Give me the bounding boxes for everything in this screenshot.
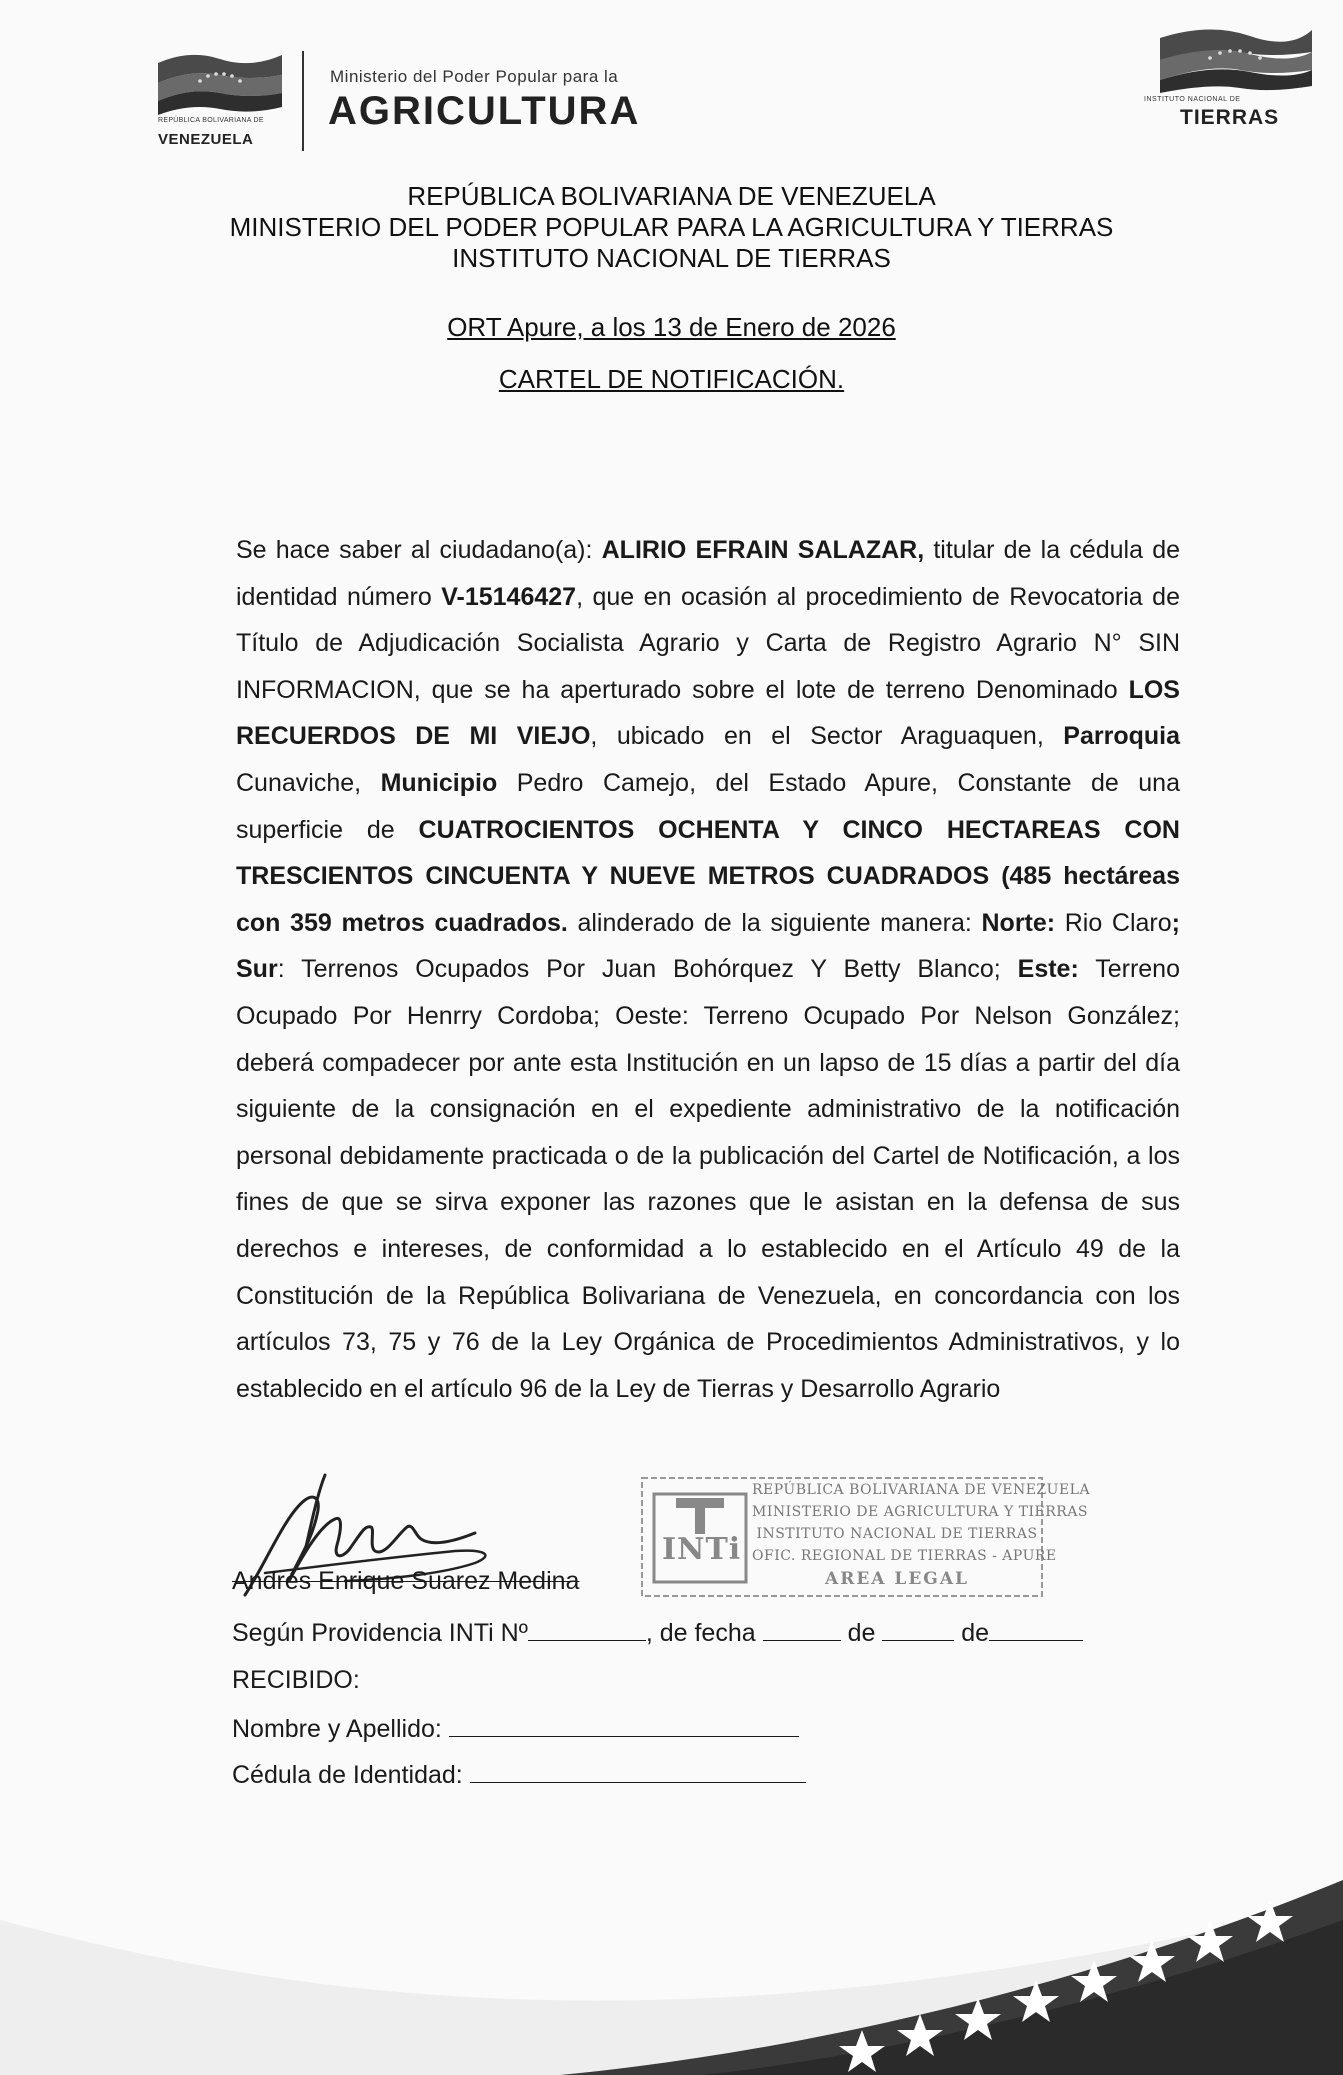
heading-republic: REPÚBLICA BOLIVARIANA DE VENEZUELA — [407, 181, 936, 211]
inti-small-label: INSTITUTO NACIONAL DE — [1144, 96, 1241, 103]
id-number: V-15146427 — [441, 582, 577, 611]
fecha-year-field[interactable] — [989, 1618, 1083, 1641]
country-label: VENEZUELA — [158, 131, 254, 148]
place-date-text: ORT Apure, a los 13 de Enero de 2026 — [447, 312, 896, 342]
notice-body: Se hace saber al ciudadano(a): ALIRIO EFRAIN SALAZAR, titular de la cédula de identidad número V-15146427, que en ocasión al procedimiento de Revocatoria de Título de Adjudicación Socialista Agrario y Carta de Registro Agrario N° SIN INFORMACION, que se ha aperturado sobre el lote de terreno Denominado LOS RECUERDOS DE MI VIEJO, ubicado en el Sector Araguaquen, Parroquia Cunaviche, Municipio Pedro Camejo, del Estado Apure, Constante de una superficie de CUATROCIENTOS OCHENTA Y CINCO HECTAREAS CON TRESCIENTOS CINCUENTA Y NUEVE METROS CUADRADOS (485 hectáreas con 359 metros cuadrados. alinderado de la siguiente manera: Norte: Rio Claro; Sur: Terrenos Ocupados Por Juan Bohórquez Y Betty Blanco; Este: Terreno Ocupado Por Henrry Cordoba; Oeste: Terreno Ocupado Por Nelson González; deberá compadecer por ante esta Institución en un lapso de 15 días a partir del día siguiente de la consignación en el expediente administrativo de la notificación personal debidamente practicada o de la publicación del Cartel de Notificación, a los fines de que se sirva exponer las razones que le asistan en la defensa de sus derechos e intereses, de conformidad a lo establecido en el Artículo 49 de la Constitución de la República Bolivariana de Venezuela, en concordancia con los artículos 73, 75 y 76 de la Ley Orgánica de Procedimientos Administrativos, y lo establecido en el artículo 96 de la Ley de Tierras y Desarrollo Agrario — [236, 536, 1181, 1403]
name-label: Nombre y Apellido: — [232, 1715, 442, 1743]
id-field[interactable] — [470, 1760, 806, 1783]
logo-divider — [302, 51, 304, 151]
ministry-small-label: Ministerio del Poder Popular para la — [330, 67, 619, 86]
fecha-day-field[interactable] — [763, 1618, 841, 1641]
de-label-1: de — [847, 1619, 876, 1647]
stamp-inti-logo: INTi — [662, 1532, 742, 1567]
country-small-label: REPÚBLICA BOLIVARIANA DE — [158, 117, 264, 124]
parish-label: Parroquia — [1063, 722, 1180, 751]
footer-stars-band — [0, 1860, 1343, 2075]
ministry-logo — [150, 45, 650, 160]
east-label: Este: — [1017, 955, 1079, 984]
providencia-number-field[interactable] — [528, 1618, 646, 1641]
name-field[interactable] — [449, 1714, 799, 1737]
stamp-line-3: INSTITUTO NACIONAL DE TIERRAS — [756, 1526, 1038, 1542]
signer-name: Andrés Enrique Suarez Medina — [232, 1567, 580, 1595]
official-stamp — [640, 1468, 1091, 1600]
document-heading — [0, 181, 1343, 274]
venezuela-flag-icon — [150, 45, 290, 115]
document-title — [0, 364, 1343, 395]
fecha-month-field[interactable] — [882, 1618, 954, 1641]
id-label: Cédula de Identidad: — [232, 1761, 463, 1789]
south-label: Sur — [236, 955, 278, 984]
stamp-area: AREA LEGAL — [825, 1569, 969, 1589]
stamp-line-2: MINISTERIO DE AGRICULTURA Y TIERRAS — [752, 1504, 1089, 1520]
name-line — [232, 1714, 799, 1744]
stamp-line-4: OFIC. REGIONAL DE TIERRAS - APURE — [752, 1548, 1057, 1564]
place-date — [0, 312, 1343, 343]
providencia-line — [232, 1618, 1083, 1648]
id-line — [232, 1760, 806, 1790]
north-label: Norte: — [981, 908, 1056, 937]
providencia-label: Según Providencia INTi Nº — [232, 1619, 528, 1647]
received-label: RECIBIDO: — [232, 1666, 360, 1694]
de-label-2: de — [961, 1619, 990, 1647]
lot-name: LOS RECUERDOS DE MI VIEJO — [236, 675, 1180, 751]
ministry-name: AGRICULTURA — [328, 89, 641, 133]
inti-logo — [1140, 18, 1320, 138]
municipality-label: Municipio — [380, 768, 498, 797]
inti-name: TIERRAS — [1180, 106, 1280, 129]
fecha-label: , de fecha — [645, 1619, 756, 1647]
stamp-line-1: REPÚBLICA BOLIVARIANA DE VENEZUELA — [752, 1482, 1091, 1498]
heading-ministry: MINISTERIO DEL PODER POPULAR PARA LA AGRICULTURA Y TIERRAS — [229, 212, 1114, 242]
heading-institute: INSTITUTO NACIONAL DE TIERRAS — [452, 243, 891, 273]
inti-flag-icon — [1140, 18, 1320, 93]
document-title-text: CARTEL DE NOTIFICACIÓN. — [498, 364, 845, 394]
surface-text: CUATROCIENTOS OCHENTA Y CINCO HECTAREAS CON TRESCIENTOS CINCUENTA Y NUEVE METROS CUADRADOS (485 hectáreas con 359 metros cuadrados. — [236, 815, 1180, 937]
citizen-name: ALIRIO EFRAIN SALAZAR, — [601, 536, 925, 564]
